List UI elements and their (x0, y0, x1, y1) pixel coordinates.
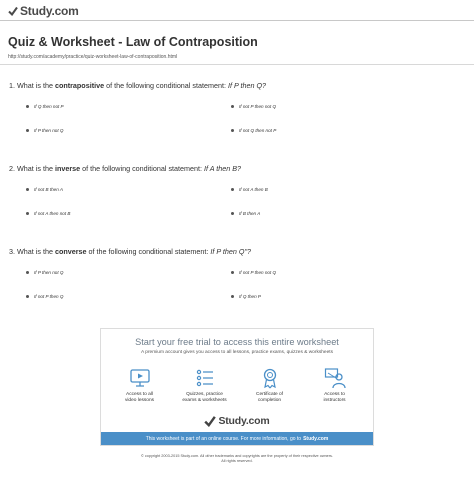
logo-text: Study.com (20, 4, 79, 18)
radio-button[interactable] (26, 105, 29, 108)
radio-button[interactable] (26, 295, 29, 298)
question-3 (9, 247, 251, 256)
copyright-line-2: All rights reserved. (221, 459, 253, 463)
promo-subhead: A premium account gives you access to all lessons, practice exams, quizzes & worksheets (141, 350, 333, 355)
answer-option[interactable] (26, 104, 64, 109)
option-label: If not P then not Q (239, 104, 277, 109)
answer-option[interactable] (231, 104, 276, 109)
header-divider (0, 20, 474, 21)
feature-instructors (309, 367, 361, 413)
question-prefix: What is the (17, 247, 53, 256)
radio-button[interactable] (231, 105, 234, 108)
feature-line-2: completion (257, 398, 282, 403)
option-label: If not P then Q (34, 294, 64, 299)
study-logo-icon (8, 6, 18, 16)
title-divider (0, 64, 474, 65)
option-label: If P then not Q (34, 270, 64, 275)
option-label: If P then not Q (34, 128, 64, 133)
question-1 (9, 81, 266, 90)
radio-button[interactable] (26, 212, 29, 215)
feature-line-2: video lessons (124, 398, 155, 403)
feature-quizzes (179, 367, 231, 413)
feature-line-1: Certificate of (256, 392, 283, 397)
question-prefix: What is the (17, 81, 53, 90)
answer-option[interactable] (26, 187, 63, 192)
answer-option[interactable] (231, 187, 268, 192)
answer-option[interactable] (26, 294, 63, 299)
option-label: If not B then A (34, 187, 63, 192)
study-logo[interactable] (8, 4, 79, 18)
answer-option[interactable] (231, 270, 276, 275)
course-info-text: This worksheet is part of an online course. For more information, go to (145, 435, 302, 442)
question-number: 3. (9, 247, 15, 256)
question-2 (9, 164, 241, 173)
option-label: If Q then P (239, 294, 261, 299)
radio-button[interactable] (231, 295, 234, 298)
question-suffix: of the following conditional statement: (88, 247, 209, 256)
option-label: If B then A (239, 211, 261, 216)
question-keyword: converse (54, 247, 87, 256)
option-label: If not A then B (239, 187, 268, 192)
video-lesson-icon (129, 367, 151, 389)
answer-option[interactable] (231, 294, 261, 299)
course-info-link[interactable]: Study.com (303, 435, 329, 442)
radio-button[interactable] (26, 129, 29, 132)
radio-button[interactable] (26, 271, 29, 274)
option-label: If not P then not Q (239, 270, 277, 275)
feature-certificate (244, 367, 296, 413)
feature-line-1: Access to (324, 392, 345, 397)
instructor-icon (324, 367, 346, 389)
feature-line-2: instructors (323, 398, 346, 403)
promo-logo-text: Study.com (218, 415, 270, 427)
answer-option[interactable] (26, 270, 63, 275)
source-url: http://study.com/academy/practice/quiz-worksheet-law-of-contraposition.html (8, 54, 178, 60)
question-suffix: of the following conditional statement: (82, 164, 203, 173)
question-prefix: What is the (17, 164, 53, 173)
question-statement: If P then Q? (227, 81, 267, 90)
promo-headline[interactable]: Start your free trial to access this entire worksheet (135, 337, 339, 347)
course-info-bar[interactable] (101, 432, 373, 445)
option-label: If not A then not B (34, 211, 71, 216)
question-statement: If P then Q"? (210, 247, 252, 256)
radio-button[interactable] (231, 188, 234, 191)
option-label: If Q then not P (34, 104, 64, 109)
question-statement: If A then B? (204, 164, 242, 173)
question-number: 2. (9, 164, 15, 173)
quiz-list-icon (194, 367, 216, 389)
question-number: 1. (9, 81, 15, 90)
page-title: Quiz & Worksheet - Law of Contraposition (8, 35, 258, 49)
radio-button[interactable] (231, 129, 234, 132)
feature-line-2: exams & worksheets (182, 398, 227, 403)
radio-button[interactable] (231, 271, 234, 274)
answer-option[interactable] (231, 211, 260, 216)
feature-video-lessons (114, 367, 166, 413)
feature-line-1: Access to all (126, 392, 153, 397)
question-keyword: contrapositive (54, 81, 105, 90)
promo-logo[interactable] (101, 415, 373, 427)
question-suffix: of the following conditional statement: (106, 81, 226, 90)
radio-button[interactable] (231, 212, 234, 215)
free-trial-promo (100, 328, 374, 446)
copyright-line-1: © copyright 2003-2015 Study.com. All other trademarks and copyrights are the property of their respective owners. (140, 454, 334, 458)
certificate-icon (259, 367, 281, 389)
feature-list (107, 367, 367, 413)
answer-option[interactable] (26, 211, 70, 216)
study-logo-icon (204, 415, 216, 427)
answer-option[interactable] (26, 128, 63, 133)
answer-option[interactable] (231, 128, 276, 133)
option-label: If not Q then not P (239, 128, 277, 133)
feature-line-1: Quizzes, practice (186, 392, 223, 397)
radio-button[interactable] (26, 188, 29, 191)
question-keyword: inverse (54, 164, 81, 173)
